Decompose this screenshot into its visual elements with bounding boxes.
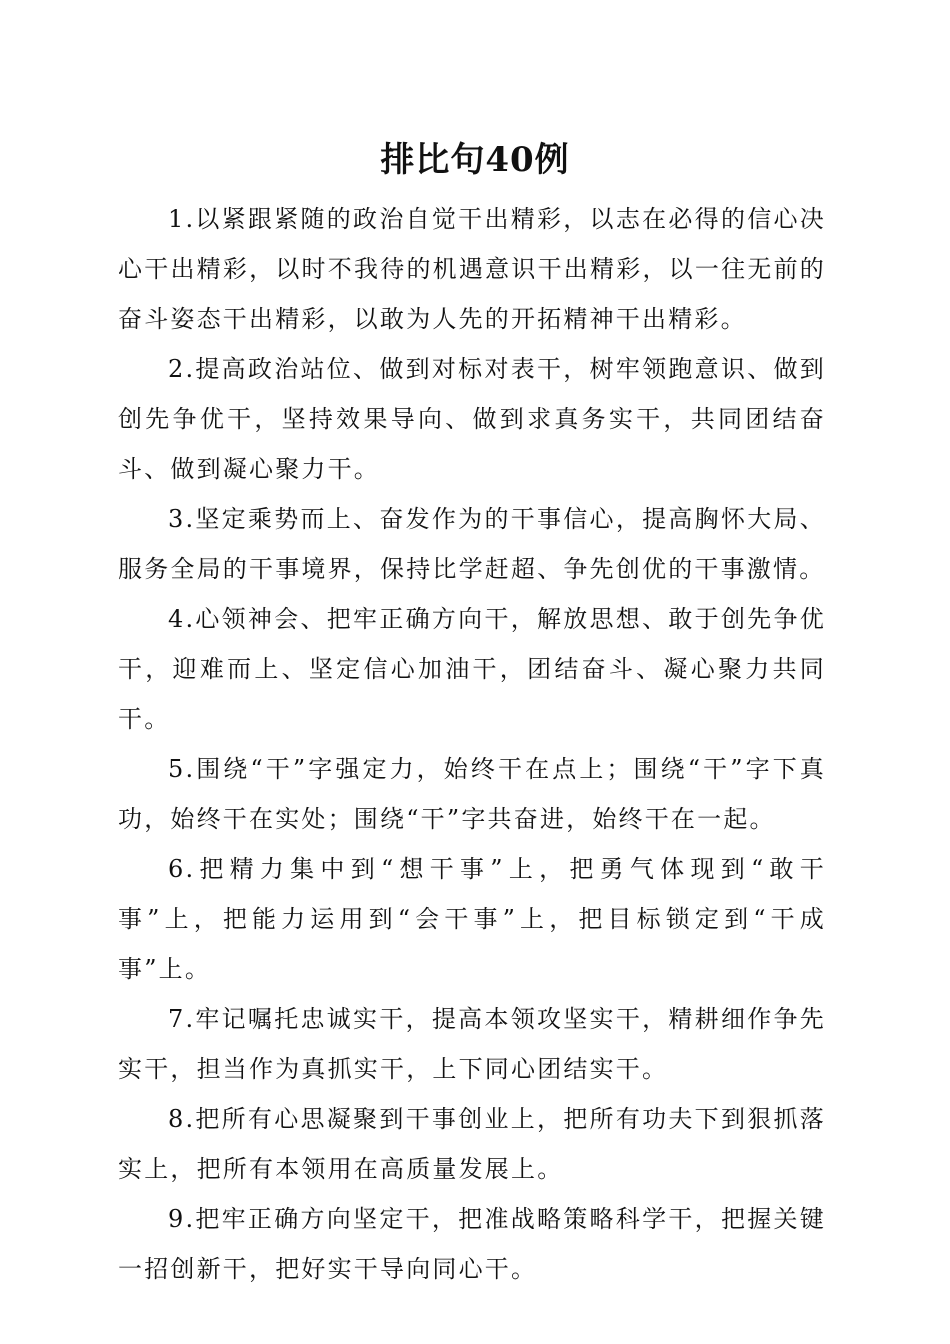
paragraph-5: 5.围绕“干”字强定力，始终干在点上；围绕“干”字下真功，始终干在实处；围绕“干”字共奋进，始终干在一起。 xyxy=(118,755,826,833)
paragraph-9: 9.把牢正确方向坚定干，把准战略策略科学干，把握关键一招创新干，把好实干导向同心干。 xyxy=(118,1205,826,1283)
paragraph-7: 7.牢记嘱托忠诚实干，提高本领攻坚实干，精耕细作争先实干，担当作为真抓实干，上下同心团结实干。 xyxy=(118,1005,826,1083)
document-title: 排比句40例 xyxy=(380,140,570,180)
paragraph-1: 1.以紧跟紧随的政治自觉干出精彩，以志在必得的信心决心干出精彩，以时不我待的机遇意识干出精彩，以一往无前的奋斗姿态干出精彩，以敢为人先的开拓精神干出精彩。 xyxy=(118,205,826,333)
paragraph-3: 3.坚定乘势而上、奋发作为的干事信心，提高胸怀大局、服务全局的干事境界，保持比学赶超、争先创优的干事激情。 xyxy=(118,505,826,583)
document-body xyxy=(118,194,826,1294)
paragraph-4: 4.心领神会、把牢正确方向干，解放思想、敢于创先争优干，迎难而上、坚定信心加油干，团结奋斗、凝心聚力共同干。 xyxy=(118,605,826,733)
paragraph-2: 2.提高政治站位、做到对标对表干，树牢领跑意识、做到创先争优干，坚持效果导向、做到求真务实干，共同团结奋斗、做到凝心聚力干。 xyxy=(118,355,826,483)
paragraph-8: 8.把所有心思凝聚到干事创业上，把所有功夫下到狠抓落实上，把所有本领用在高质量发展上。 xyxy=(118,1105,826,1183)
paragraph-6: 6.把精力集中到“想干事”上，把勇气体现到“敢干事”上，把能力运用到“会干事”上，把目标锁定到“干成事”上。 xyxy=(118,855,826,983)
